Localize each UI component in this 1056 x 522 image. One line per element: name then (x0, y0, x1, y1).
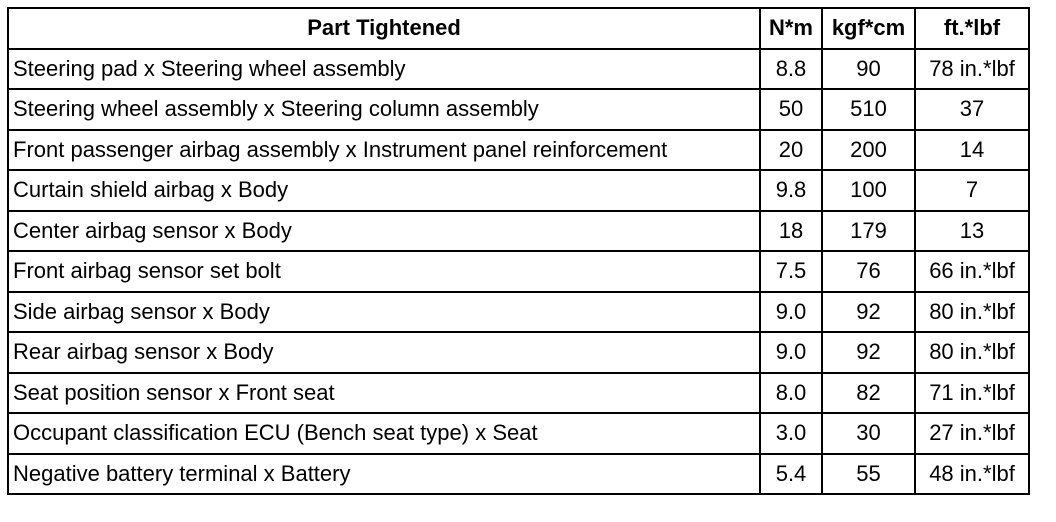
ftlbf-cell: 27 in.*lbf (915, 413, 1029, 454)
header-part-tightened: Part Tightened (8, 8, 760, 49)
kgfcm-cell: 92 (822, 332, 915, 373)
kgfcm-cell: 100 (822, 170, 915, 211)
kgfcm-cell: 82 (822, 373, 915, 414)
kgfcm-cell: 92 (822, 292, 915, 333)
nm-cell: 50 (760, 89, 822, 130)
table-body (8, 49, 1029, 495)
nm-cell: 9.8 (760, 170, 822, 211)
ftlbf-cell: 66 in.*lbf (915, 251, 1029, 292)
part-cell: Side airbag sensor x Body (8, 292, 760, 333)
part-cell: Front airbag sensor set bolt (8, 251, 760, 292)
header-nm: N*m (760, 8, 822, 49)
table-row (8, 211, 1029, 252)
nm-cell: 3.0 (760, 413, 822, 454)
header-ftlbf: ft.*lbf (915, 8, 1029, 49)
part-cell: Steering wheel assembly x Steering column assembly (8, 89, 760, 130)
ftlbf-cell: 13 (915, 211, 1029, 252)
table-row (8, 170, 1029, 211)
header-row (8, 8, 1029, 49)
table-row (8, 332, 1029, 373)
nm-cell: 8.8 (760, 49, 822, 90)
part-cell: Curtain shield airbag x Body (8, 170, 760, 211)
table-header (8, 8, 1029, 49)
part-cell: Rear airbag sensor x Body (8, 332, 760, 373)
table-row (8, 89, 1029, 130)
nm-cell: 20 (760, 130, 822, 171)
kgfcm-cell: 76 (822, 251, 915, 292)
table-row (8, 413, 1029, 454)
nm-cell: 5.4 (760, 454, 822, 495)
ftlbf-cell: 80 in.*lbf (915, 332, 1029, 373)
kgfcm-cell: 510 (822, 89, 915, 130)
header-kgfcm: kgf*cm (822, 8, 915, 49)
part-cell: Front passenger airbag assembly x Instrument panel reinforcement (8, 130, 760, 171)
table-row (8, 49, 1029, 90)
part-cell: Seat position sensor x Front seat (8, 373, 760, 414)
kgfcm-cell: 200 (822, 130, 915, 171)
table-row (8, 251, 1029, 292)
table-row (8, 454, 1029, 495)
ftlbf-cell: 80 in.*lbf (915, 292, 1029, 333)
torque-spec-table (7, 7, 1030, 495)
kgfcm-cell: 179 (822, 211, 915, 252)
ftlbf-cell: 37 (915, 89, 1029, 130)
table-row (8, 373, 1029, 414)
nm-cell: 9.0 (760, 332, 822, 373)
ftlbf-cell: 48 in.*lbf (915, 454, 1029, 495)
kgfcm-cell: 30 (822, 413, 915, 454)
nm-cell: 7.5 (760, 251, 822, 292)
ftlbf-cell: 71 in.*lbf (915, 373, 1029, 414)
ftlbf-cell: 14 (915, 130, 1029, 171)
table-row (8, 130, 1029, 171)
table-row (8, 292, 1029, 333)
part-cell: Steering pad x Steering wheel assembly (8, 49, 760, 90)
part-cell: Occupant classification ECU (Bench seat type) x Seat (8, 413, 760, 454)
nm-cell: 18 (760, 211, 822, 252)
kgfcm-cell: 55 (822, 454, 915, 495)
part-cell: Negative battery terminal x Battery (8, 454, 760, 495)
nm-cell: 9.0 (760, 292, 822, 333)
kgfcm-cell: 90 (822, 49, 915, 90)
nm-cell: 8.0 (760, 373, 822, 414)
ftlbf-cell: 78 in.*lbf (915, 49, 1029, 90)
part-cell: Center airbag sensor x Body (8, 211, 760, 252)
ftlbf-cell: 7 (915, 170, 1029, 211)
